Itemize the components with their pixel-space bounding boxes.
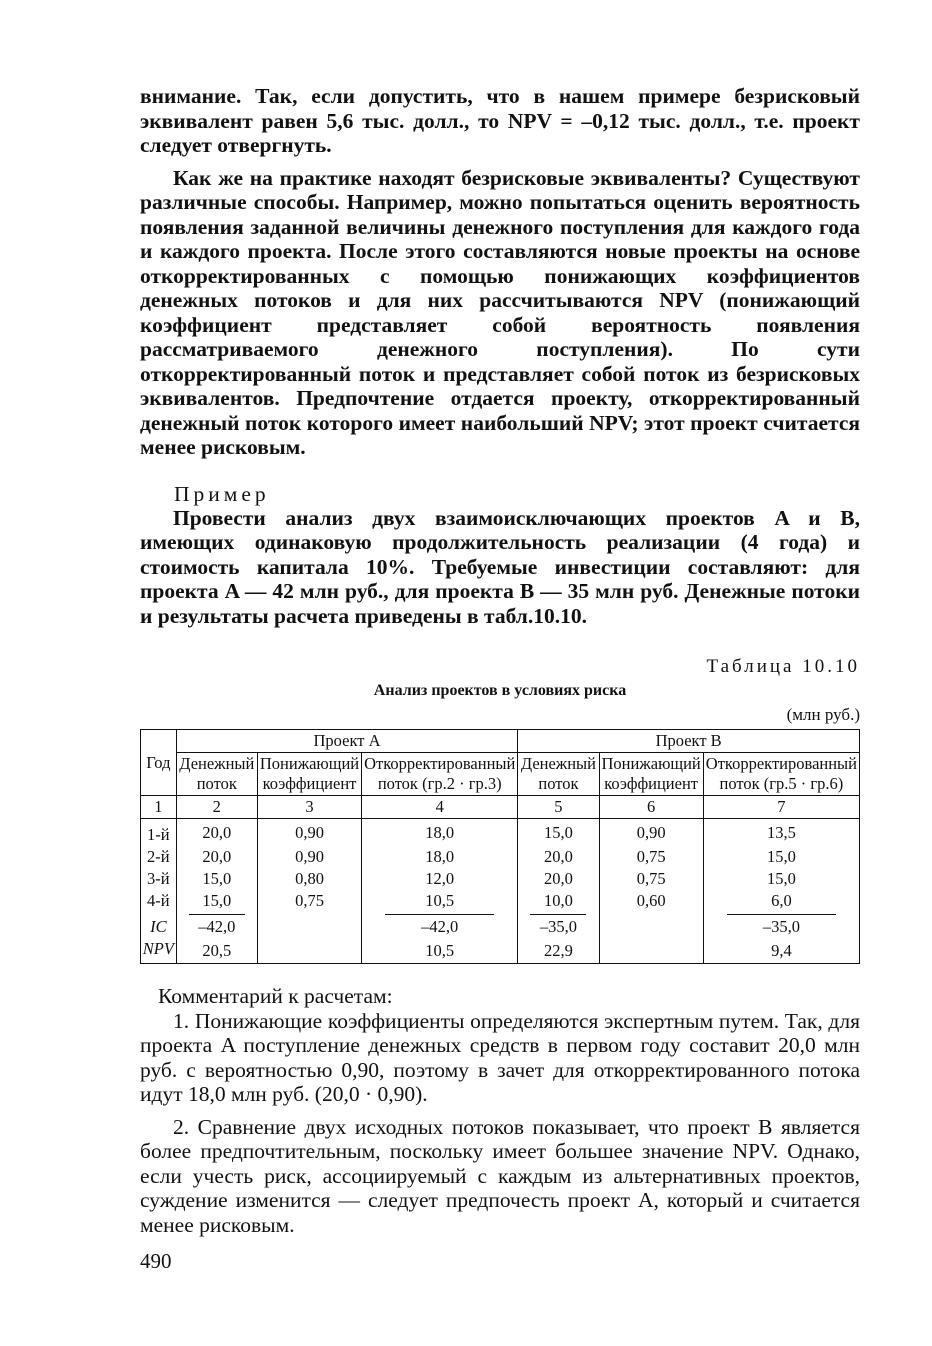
cell-adj-a: 10,5 [362, 890, 518, 912]
cell-npv-cf-a: 20,5 [176, 938, 257, 964]
rule-line [189, 914, 245, 915]
cell-k-b: 0,75 [599, 846, 703, 868]
table-units: (млн руб.) [786, 705, 860, 724]
cell-adj-b: 15,0 [703, 846, 859, 868]
table-caption: Таблица 10.10 [706, 656, 860, 677]
cell-ic-cf-a: –42,0 [176, 916, 257, 938]
cell-year: 1-й [141, 819, 177, 847]
cell-cf-b: 15,0 [518, 819, 599, 847]
cell-k-a: 0,80 [257, 868, 361, 890]
cell-k-a: 0,75 [257, 890, 361, 912]
rule-line [727, 914, 836, 915]
risk-analysis-table [140, 729, 860, 964]
header-factor-a: Понижающий коэффициент [257, 753, 361, 796]
cell-ic-cf-b: –35,0 [518, 916, 599, 938]
col-number: 6 [599, 796, 703, 819]
cell-npv-label: NPV [141, 938, 177, 964]
cell-cf-a: 15,0 [176, 868, 257, 890]
col-number: 3 [257, 796, 361, 819]
cell-cf-a: 20,0 [176, 846, 257, 868]
cell-k-a: 0,90 [257, 846, 361, 868]
cell-k-b: 0,60 [599, 890, 703, 912]
table-row [141, 819, 860, 847]
cell-k-b: 0,90 [599, 819, 703, 847]
header-factor-b: Понижающий коэффициент [599, 753, 703, 796]
cell-cf-a: 15,0 [176, 890, 257, 912]
cell-npv-cf-b: 22,9 [518, 938, 599, 964]
comments-heading: Комментарий к расчетам: [158, 984, 393, 1008]
cell-ic-label: IC [141, 916, 177, 938]
example-heading: Пример [174, 481, 270, 506]
col-number: 4 [362, 796, 518, 819]
cell-npv-adj-a: 10,5 [362, 938, 518, 964]
comment-1: 1. Понижающие коэффициенты определяются экспертным путем. Так, для проекта A поступление денежных средств в первом году составит 20,0 млн руб. с вероятностью 0,90, поэтому в зачет для откорректированного потока идут 18,0 млн руб. (20,0 · 0,90). [140, 1008, 860, 1106]
cell-k-b: 0,75 [599, 868, 703, 890]
header-project-a: Проект A [176, 730, 518, 753]
cell-cf-b: 10,0 [518, 890, 599, 912]
cell-adj-b: 6,0 [703, 890, 859, 912]
col-number: 2 [176, 796, 257, 819]
cell-adj-a: 18,0 [362, 819, 518, 847]
comment-2: 2. Сравнение двух исходных потоков показывает, что проект B является более предпочтительным, поскольку имеет большее значение NPV. Однако, если учесть риск, ассоциируемый с каждым из альтернативных проектов, суждение изменится — следует предпочесть проект A, который и считается менее рисковым. [140, 1114, 860, 1237]
paragraph-3: Провести анализ двух взаимоисключающих проектов A и B, имеющих одинаковую продолжительность реализации (4 года) и стоимость капитала 10%. Требуемые инвестиции составляют: для проекта A — 42 млн руб., для проекта B — 35 млн руб. Денежные потоки и результаты расчета приведены в табл.10.10. [140, 505, 860, 628]
cell-year: 4-й [141, 890, 177, 912]
cell-adj-b: 15,0 [703, 868, 859, 890]
header-cash-flow-a: Денежный поток [176, 753, 257, 796]
rule-line [530, 914, 586, 915]
page-number: 490 [140, 1249, 172, 1273]
cell-npv-adj-b: 9,4 [703, 938, 859, 964]
header-adjusted-a: Откорректированный поток (гр.2 · гр.3) [362, 753, 518, 796]
cell-cf-b: 20,0 [518, 868, 599, 890]
header-project-b: Проект B [518, 730, 860, 753]
table-row [141, 868, 860, 890]
col-number: 1 [141, 796, 177, 819]
col-number: 5 [518, 796, 599, 819]
header-year: Год [141, 730, 177, 796]
cell-cf-a: 20,0 [176, 819, 257, 847]
cell-ic-adj-b: –35,0 [703, 916, 859, 938]
paragraph-2: Как же на практике находят безрисковые эквиваленты? Существуют различные способы. Например, можно попытаться оценить вероятность появления заданной величины денежного поступления для каждого года и каждого проекта. После этого составляются новые проекты на основе откорректированных с помощью понижающих коэффициентов денежных потоков и для них рассчитываются NPV (понижающий коэффициент представляет собой вероятность появления рассматриваемого денежного поступления). По сути откорректированный поток и представляет собой поток из безрисковых эквивалентов. Предпочтение отдается проекту, откорректированный денежный поток которого имеет наибольший NPV; этот проект считается менее рисковым. [140, 165, 860, 459]
cell-year: 3-й [141, 868, 177, 890]
cell-adj-a: 18,0 [362, 846, 518, 868]
cell-k-a: 0,90 [257, 819, 361, 847]
paragraph-1: внимание. Так, если допустить, что в нашем примере безрисковый эквивалент равен 5,6 тыс. долл., то NPV = –0,12 тыс. долл., т.е. проект следует отвергнуть. [140, 84, 860, 157]
table-row-ic [141, 916, 860, 938]
cell-year: 2-й [141, 846, 177, 868]
cell-adj-b: 13,5 [703, 819, 859, 847]
page-content [140, 84, 860, 1274]
cell-adj-a: 12,0 [362, 868, 518, 890]
table-row [141, 846, 860, 868]
table-title: Анализ проектов в условиях риска [373, 682, 627, 699]
header-cash-flow-b: Денежный поток [518, 753, 599, 796]
header-adjusted-b: Откорректированный поток (гр.5 · гр.6) [703, 753, 859, 796]
cell-ic-adj-a: –42,0 [362, 916, 518, 938]
rule-line [385, 914, 494, 915]
cell-cf-b: 20,0 [518, 846, 599, 868]
table-row [141, 890, 860, 912]
table-row-npv [141, 938, 860, 964]
col-number: 7 [703, 796, 859, 819]
